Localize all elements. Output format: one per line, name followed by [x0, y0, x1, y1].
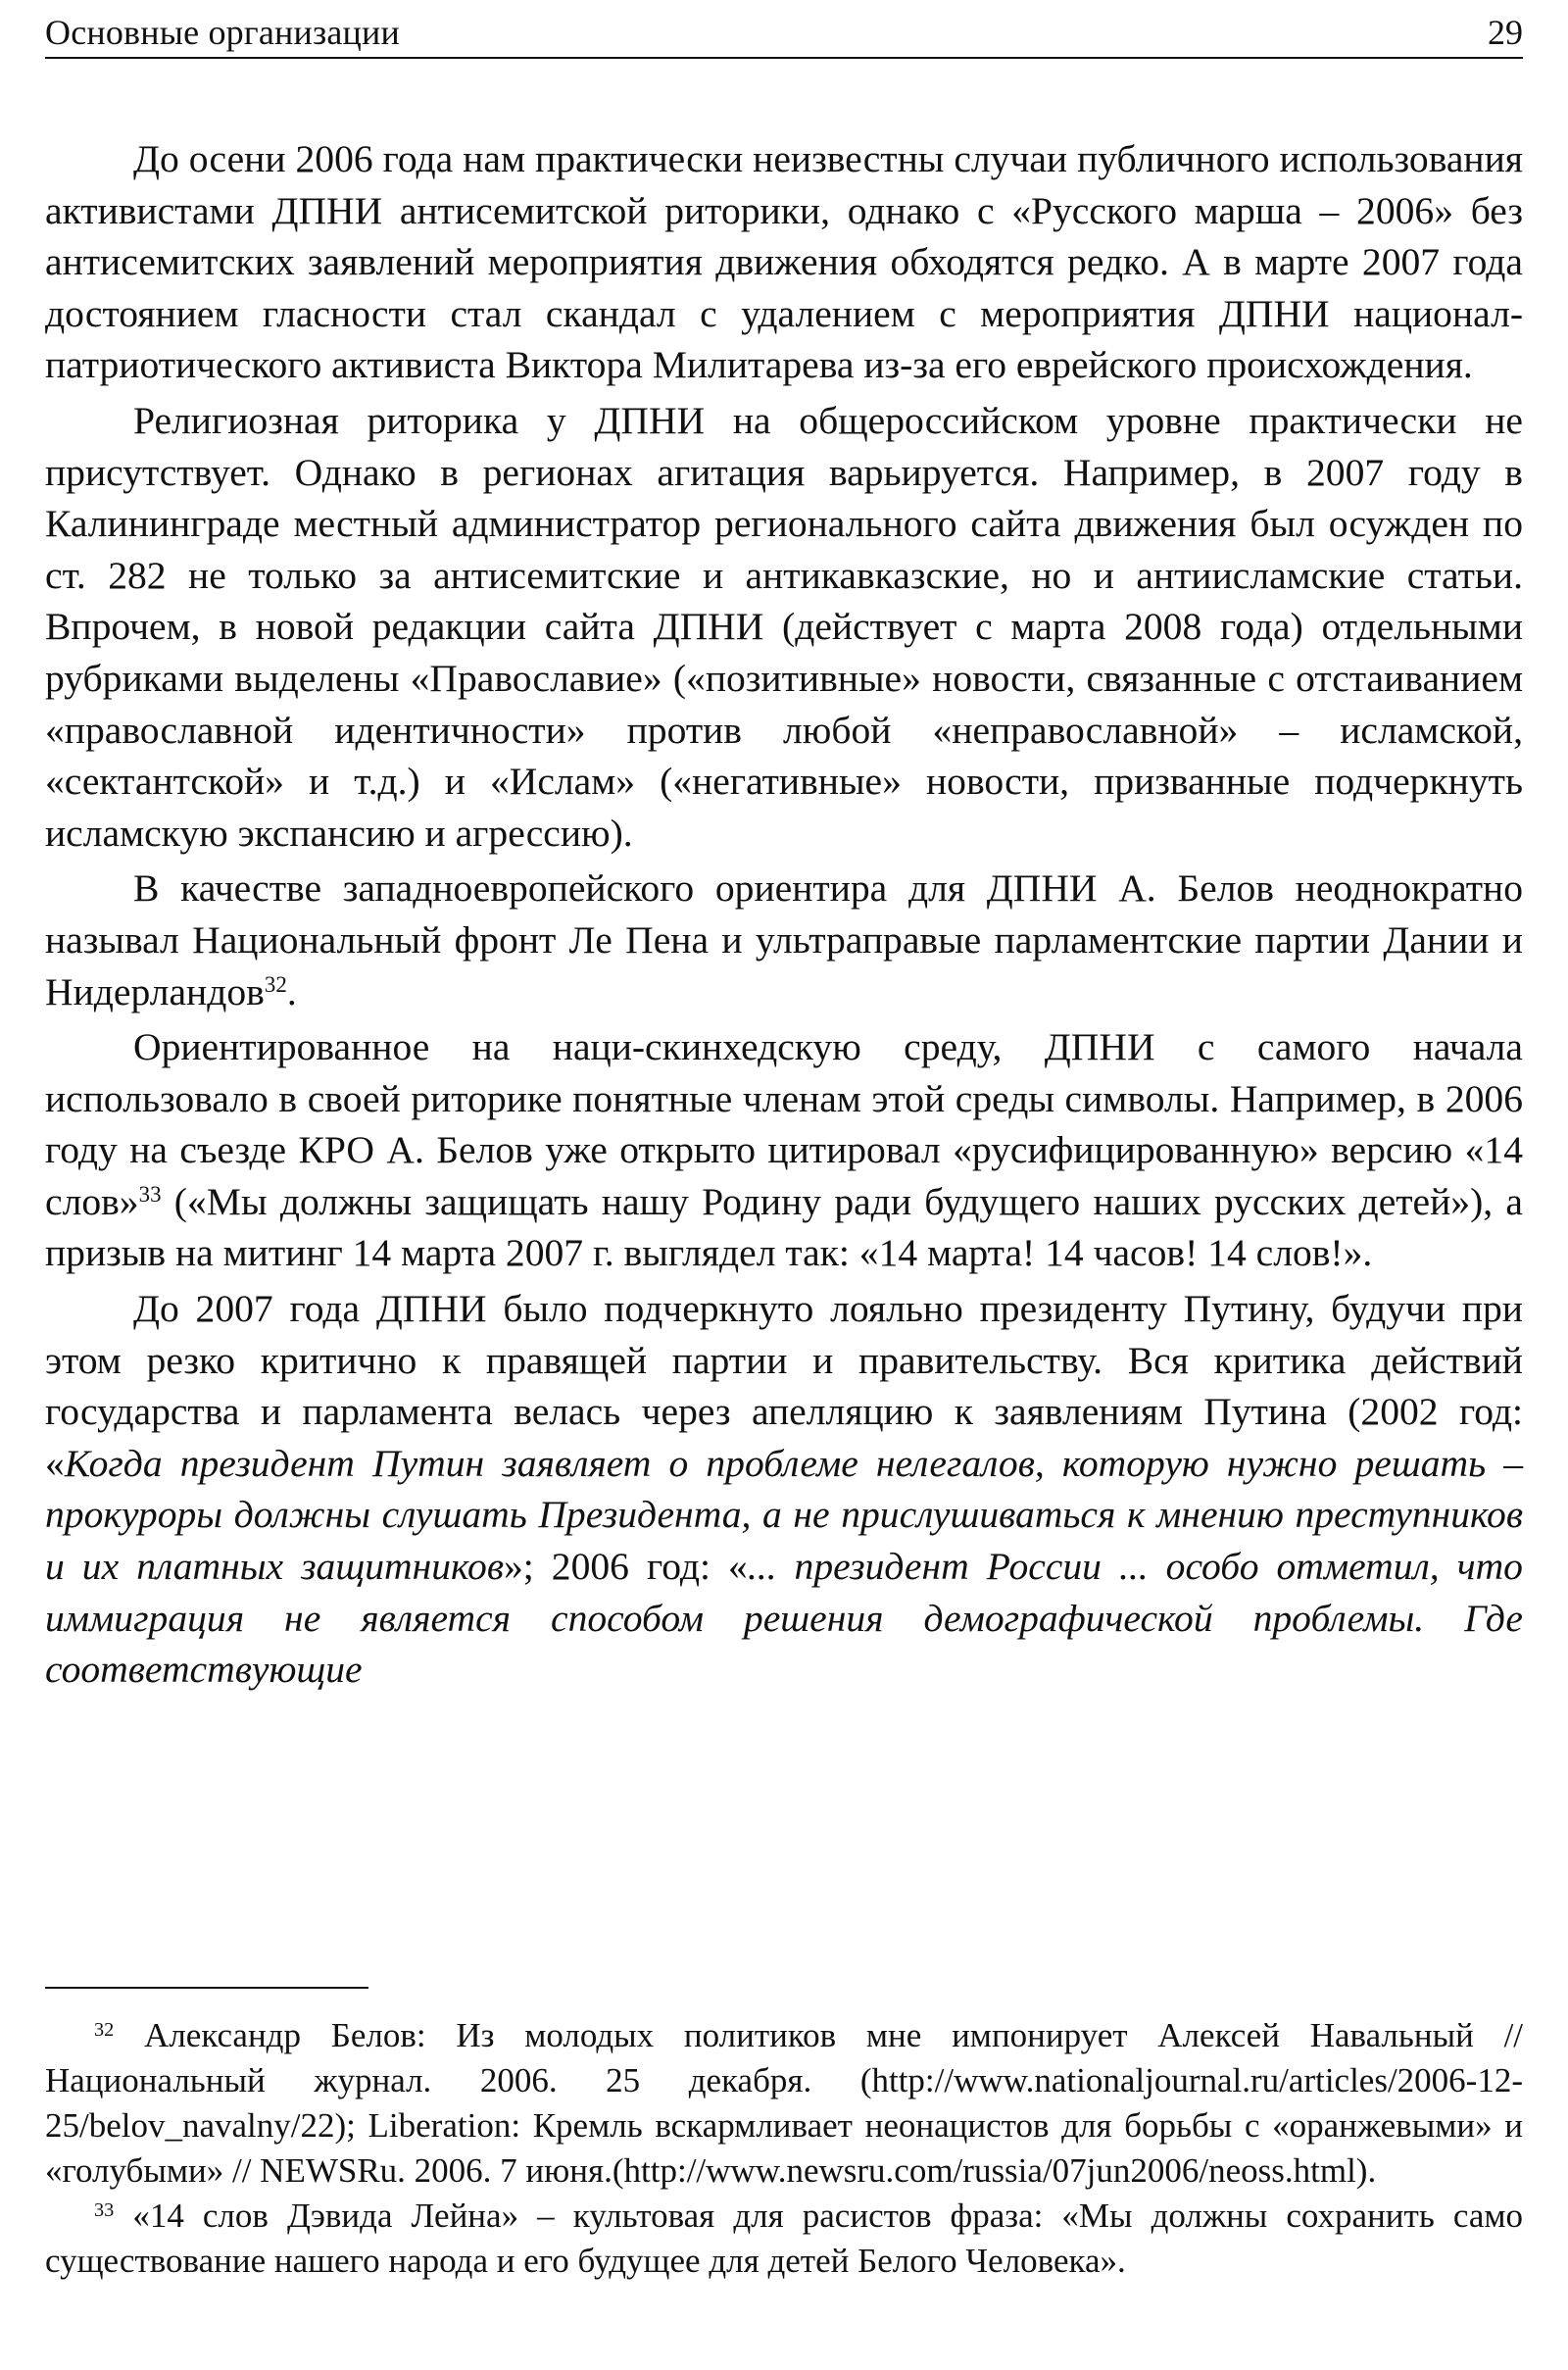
- footnote-ref-33[interactable]: 33: [138, 1182, 162, 1208]
- footnote-text: «14 слов Дэвида Лейна» – культовая для расистов фраза: «Мы должны сохранить само существование нашего народа и его будущее для детей Белого Человека».: [45, 2197, 1523, 2280]
- paragraph-text-mid: »; 2006 год: «: [504, 1545, 748, 1589]
- running-title: Основные организации: [45, 13, 400, 52]
- quote-2002: Когда президент Путин заявляет о проблеме нелегалов, которую нужно решать – прокуроры должны слушать Президента, а не прислушиваться к мнению преступников и их платных защитников: [45, 1441, 1523, 1589]
- paragraph-text-end: .: [286, 969, 297, 1013]
- quote-2006: ... президент России ... особо отметил, что иммиграция не является способом решения демографической проблемы. Где соответствующие: [45, 1545, 1523, 1692]
- paragraph-2: [45, 395, 1523, 859]
- paragraph-text: До осени 2006 года нам практически неизвестны случаи публичного использования активистами ДПНИ антисемитской риторики, однако с «Русского марша – 2006» без антисемитских заявлений мероприятия движения обходятся редко. А в марте 2007 года достоянием гласности стал скандал с удалением с мероприятия ДПНИ национал-патриотического активиста Виктора Милитарева из-за его еврейского происхождения.: [45, 137, 1523, 387]
- main-text: [45, 133, 1523, 1696]
- footnote-ref-32[interactable]: 32: [264, 971, 287, 997]
- footnote-text: Александр Белов: Из молодых политиков мне импонирует Алексей Навальный // Национальный журнал. 2006. 25 декабря. (http://www.nationaljournal.ru/articles/2006-12-25/belov_navalny/22); Liberation: Кремль вскармливает неонацистов для борьбы с «оранжевыми» и «голубыми» // NEWSRu. 2006. 7 июня.(http://www.newsru.com/russia/07jun2006/neoss.html).: [45, 2016, 1524, 2190]
- footnote-divider: [45, 1987, 368, 1989]
- footnote-32: [45, 2013, 1523, 2194]
- paragraph-text: Ориентированное на наци-скинхедскую среду, ДПНИ с самого начала использовало в своей риторике понятные членам этой среды символы. Например, в 2006 году на съезде КРО А. Белов уже открыто цитировал «русифицированную» версию «14 слов»: [45, 1025, 1523, 1223]
- footnotes: [45, 2013, 1523, 2284]
- footnote-number: 32: [94, 2018, 115, 2041]
- running-header: [45, 8, 1523, 59]
- page-number: 29: [1488, 13, 1523, 52]
- paragraph-text-end: («Мы должны защищать нашу Родину ради будущего наших русских детей»), а призыв на митинг 14 марта 2007 г. выглядел так: «14 марта! 14 часов! 14 слов!».: [45, 1179, 1523, 1275]
- footnote-number: 33: [94, 2198, 115, 2221]
- paragraph-text: В качестве западноевропейского ориентира для ДПНИ А. Белов неоднократно называл Национальный фронт Ле Пена и ультраправые парламентские партии Дании и Нидерландов: [45, 866, 1523, 1013]
- paragraph-4: [45, 1021, 1523, 1279]
- paragraph-1: [45, 133, 1523, 391]
- footnote-33: [45, 2194, 1523, 2284]
- paragraph-text: До 2007 года ДПНИ было подчеркнуто лояльно президенту Путину, будучи при этом резко критично к правящей партии и правительству. Вся критика действий государства и парламента велась через апелляцию к заявлениям Путина (2002 год: «: [45, 1287, 1523, 1485]
- paragraph-5: [45, 1283, 1523, 1696]
- paragraph-3: [45, 863, 1523, 1017]
- paragraph-text: Религиозная риторика у ДПНИ на общероссийском уровне практически не присутствует. Однако в регионах агитация варьируется. Например, в 2007 году в Калининграде местный администратор регионального сайта движения был осужден по ст. 282 не только за антисемитские и антикавказские, но и антиисламские статьи. Впрочем, в новой редакции сайта ДПНИ (действует с марта 2008 года) отдельными рубриками выделены «Православие» («позитивные» новости, связанные с отстаиванием «православной идентичности» против любой «неправославной» – исламской, «сектантской» и т.д.) и «Ислам» («негативные» новости, призванные подчеркнуть исламскую экспансию и агрессию).: [45, 398, 1523, 855]
